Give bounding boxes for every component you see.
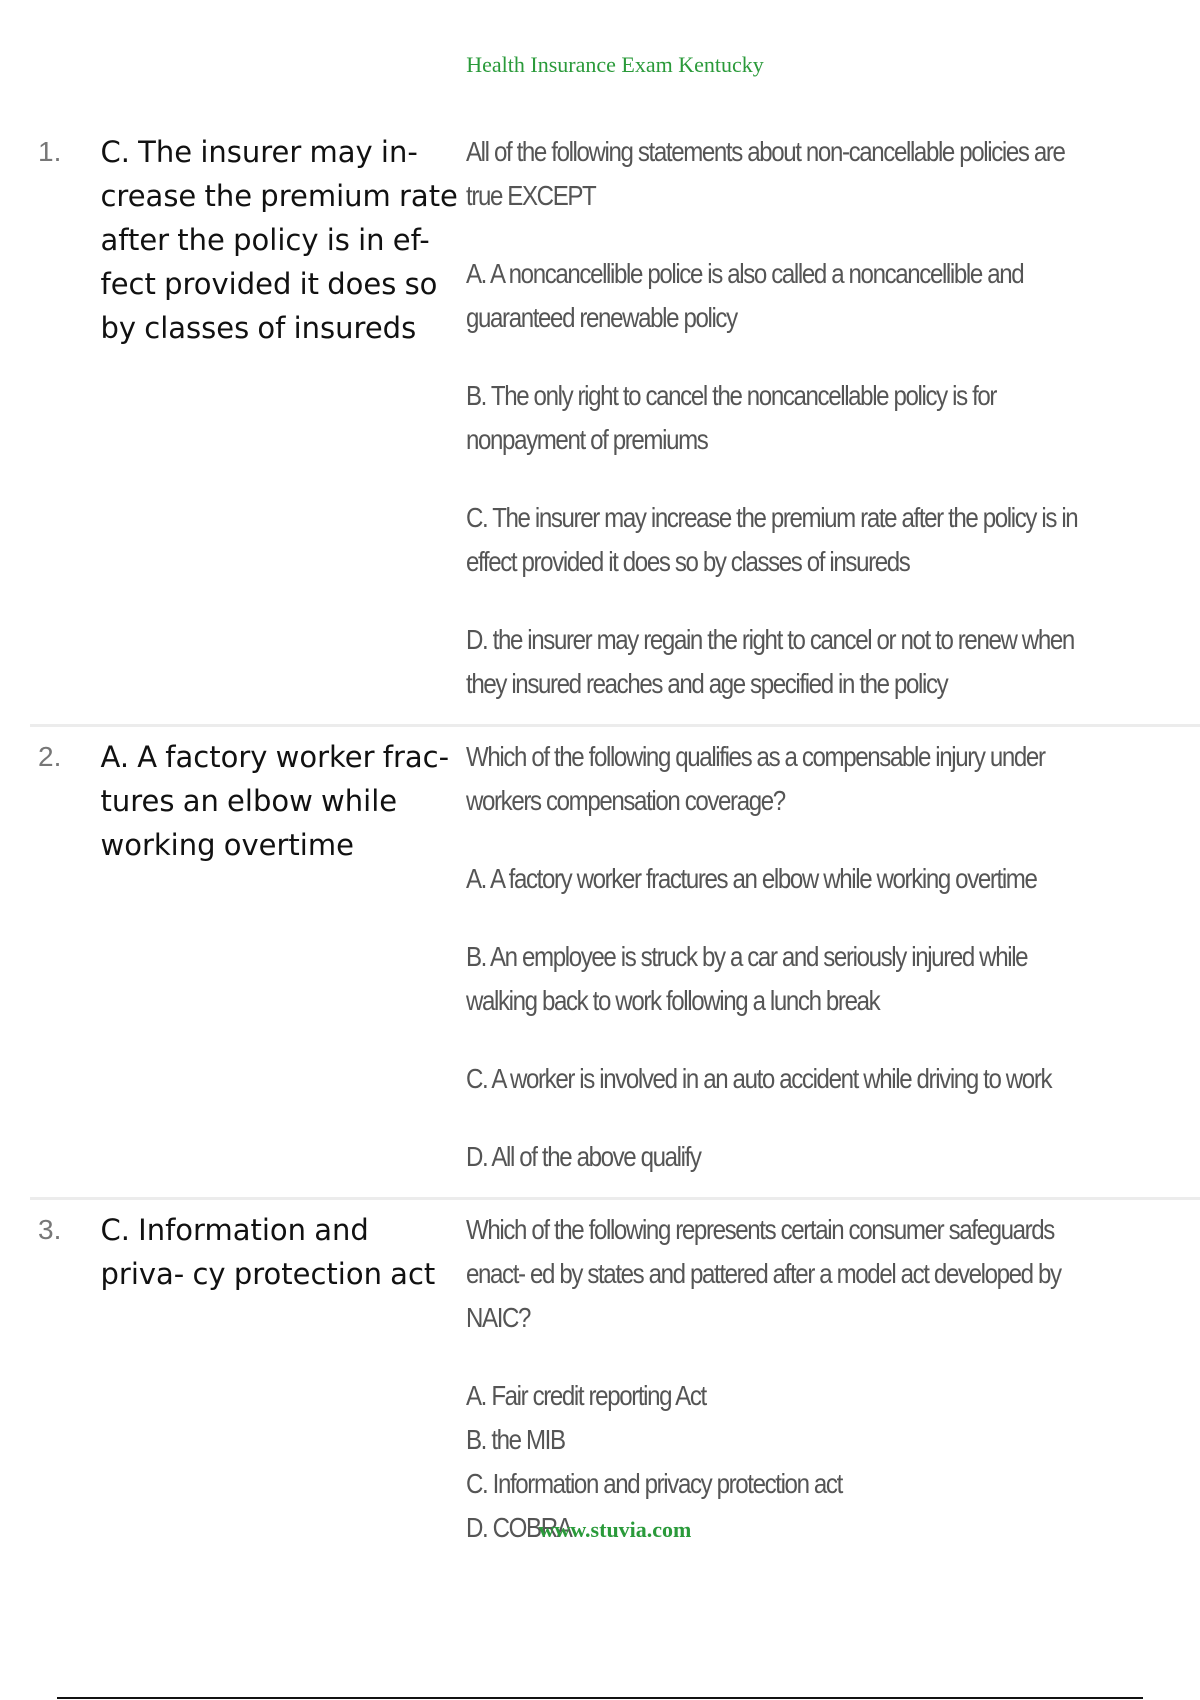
option-d: D. COBRA <box>466 1512 572 1543</box>
option-c: C. A worker is involved in an auto accident while driving to work <box>466 1063 1052 1094</box>
question-block <box>466 130 1097 706</box>
option-b: B. The only right to cancel the noncancellable policy is for nonpayment of premiums <box>466 380 997 455</box>
option-d: D. the insurer may regain the right to cancel or not to renew when they insured reaches and age specified in the policy <box>466 624 1075 699</box>
bottom-divider <box>57 1697 1143 1699</box>
option-b: B. the MIB <box>466 1424 565 1455</box>
qa-item-2 <box>30 727 1200 1200</box>
question-block <box>466 735 1097 1179</box>
question-text: All of the following statements about non-cancellable policies are true EXCEPT <box>466 136 1065 211</box>
item-number: 2. <box>38 741 62 772</box>
option-c: C. The insurer may increase the premium rate after the policy is in effect provided it does so by classes of insureds <box>466 502 1078 577</box>
qa-item-1 <box>30 122 1200 727</box>
option-a: A. A noncancellible police is also called a noncancellible and guaranteed renewable policy <box>466 258 1024 333</box>
item-number: 1. <box>38 136 62 167</box>
option-c: C. Information and privacy protection act <box>466 1468 843 1499</box>
question-text: Which of the following represents certain consumer safeguards enact- ed by states and pattered after a model act developed by NAIC? <box>466 1214 1061 1333</box>
option-a: A. Fair credit reporting Act <box>466 1380 707 1411</box>
answer-text: A. A factory worker frac- tures an elbow while working overtime <box>100 740 450 862</box>
answer-text: C. The insurer may in- crease the premium rate after the policy is in ef- fect provided it does so by classes of insureds <box>100 135 458 345</box>
answer-text: C. Information and priva- cy protection act <box>100 1213 436 1291</box>
item-number: 3. <box>38 1214 62 1245</box>
option-b: B. An employee is struck by a car and seriously injured while walking back to work following a lunch break <box>466 941 1028 1016</box>
qa-item-3 <box>30 1200 1200 1568</box>
option-a: A. A factory worker fractures an elbow while working overtime <box>466 863 1037 894</box>
qa-list <box>30 122 1200 1568</box>
question-block <box>466 1208 1097 1550</box>
page-header-title: Health Insurance Exam Kentucky <box>466 52 764 77</box>
option-d: D. All of the above qualify <box>466 1141 701 1172</box>
question-text: Which of the following qualifies as a compensable injury under workers compensation coverage? <box>466 741 1045 816</box>
footer-link[interactable]: www.stuvia.com <box>538 1517 692 1542</box>
